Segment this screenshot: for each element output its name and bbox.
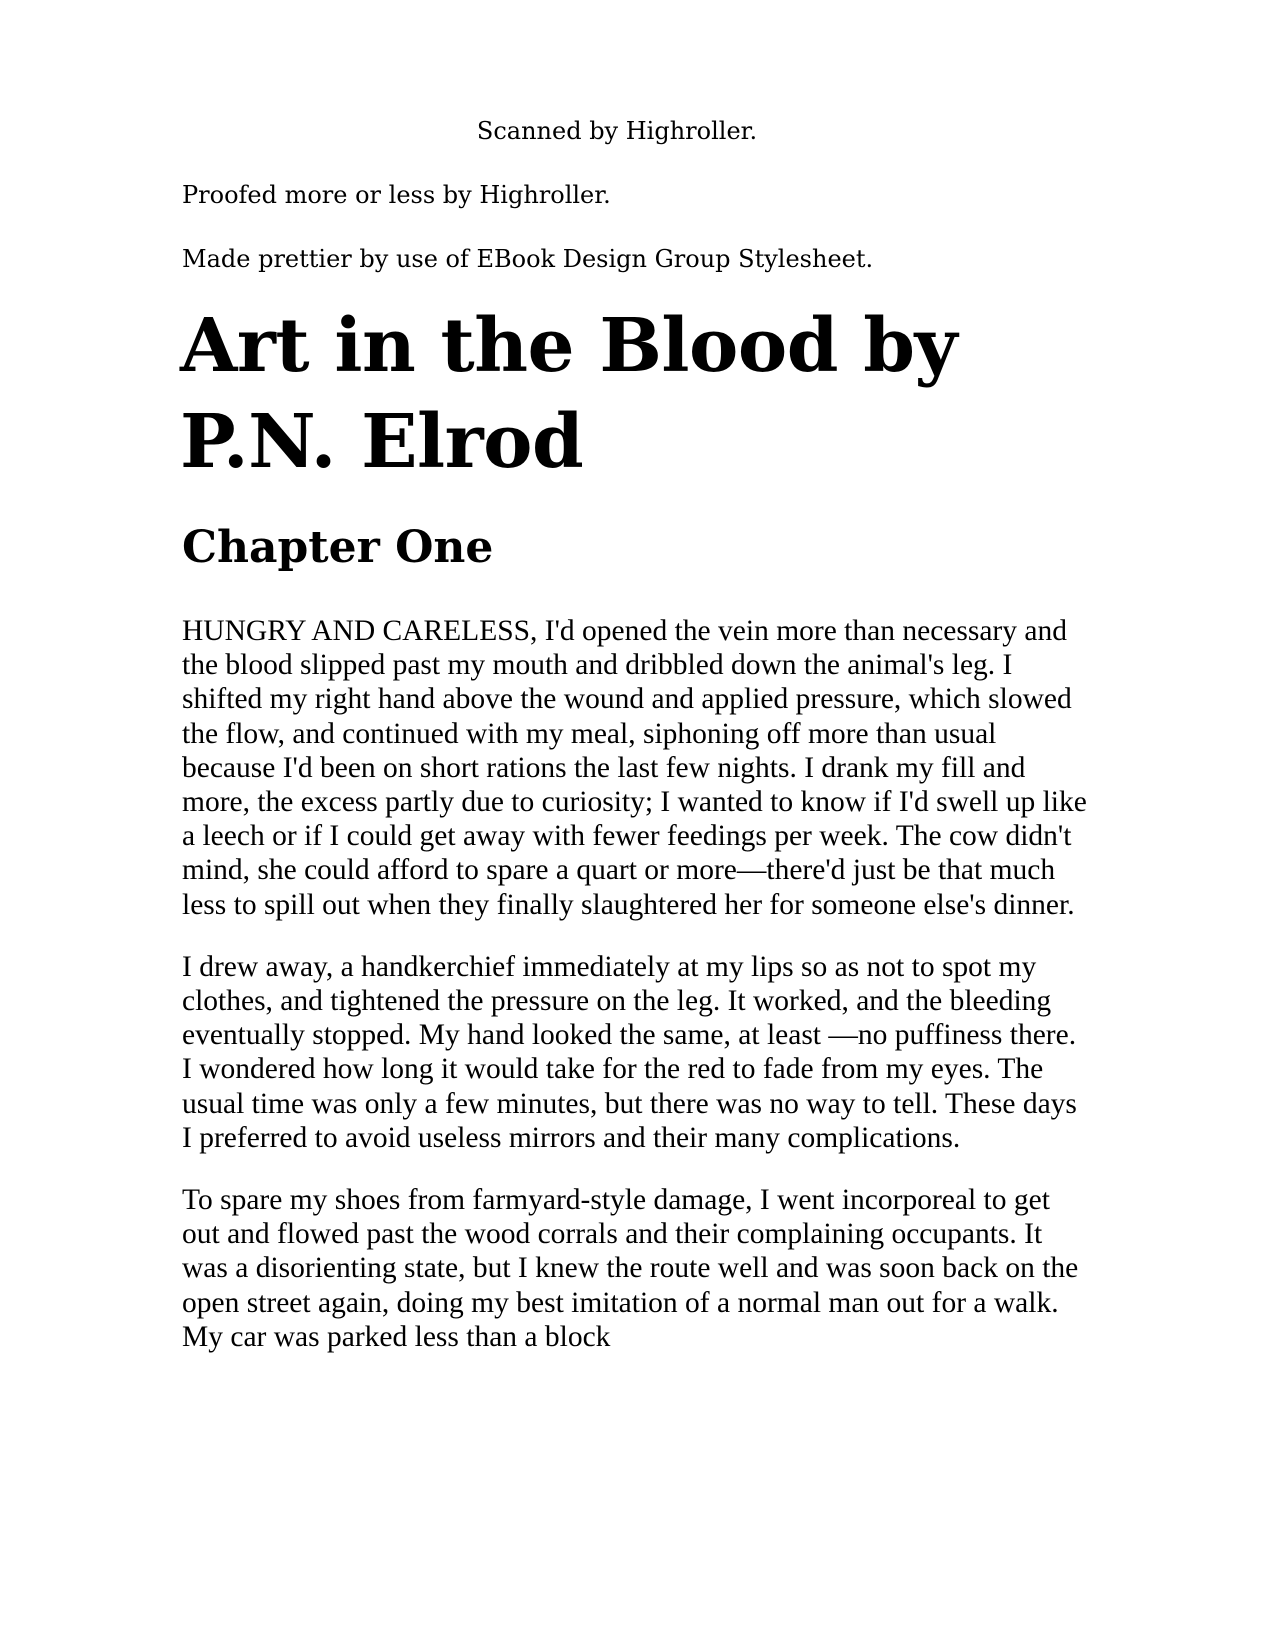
document-page xyxy=(182,100,1102,1354)
scanned-by-credit: Scanned by Highroller. xyxy=(476,117,758,145)
proofed-by-credit: Proofed more or less by Highroller. xyxy=(182,181,611,209)
chapter-paragraph-3: To spare my shoes from farmyard-style damage, I went incorporeal to get out and flowed past the wood corrals and their complaining occupants. It was a disorienting state, but I knew the route well and was soon back on the open street again, doing my best imitation of a normal man out for a walk. My car was parked less than a block xyxy=(182,1184,1079,1353)
chapter-title: Chapter One xyxy=(182,522,494,573)
chapter-paragraph-2: I drew away, a handkerchief immediately at my lips so as not to spot my clothes, and tightened the pressure on the leg. It worked, and the bleeding eventually stopped. My hand looked the same, at least —no puffiness there. I wondered how long it would take for the red to fade from my eyes. The usual time was only a few minutes, but there was no way to tell. These days I preferred to avoid useless mirrors and their many complications. xyxy=(182,950,1077,1154)
chapter-paragraph-1: HUNGRY AND CARELESS, I'd opened the vein more than necessary and the blood slipped past my mouth and dribbled down the animal's leg. I shifted my right hand above the wound and applied pressure, which slowed the flow, and continued with my meal, siphoning off more than usual because I'd been on short rations the last few nights. I drank my fill and more, the excess partly due to curiosity; I wanted to know if I'd swell up like a leech or if I could get away with fewer feedings per week. The cow didn't mind, she could afford to spare a quart or more—there'd just be that much less to spill out when they finally slaughtered her for someone else's dinner. xyxy=(182,615,1087,921)
stylesheet-credit: Made prettier by use of EBook Design Group Stylesheet. xyxy=(182,245,874,273)
book-title: Art in the Blood by P.N. Elrod xyxy=(180,303,957,485)
